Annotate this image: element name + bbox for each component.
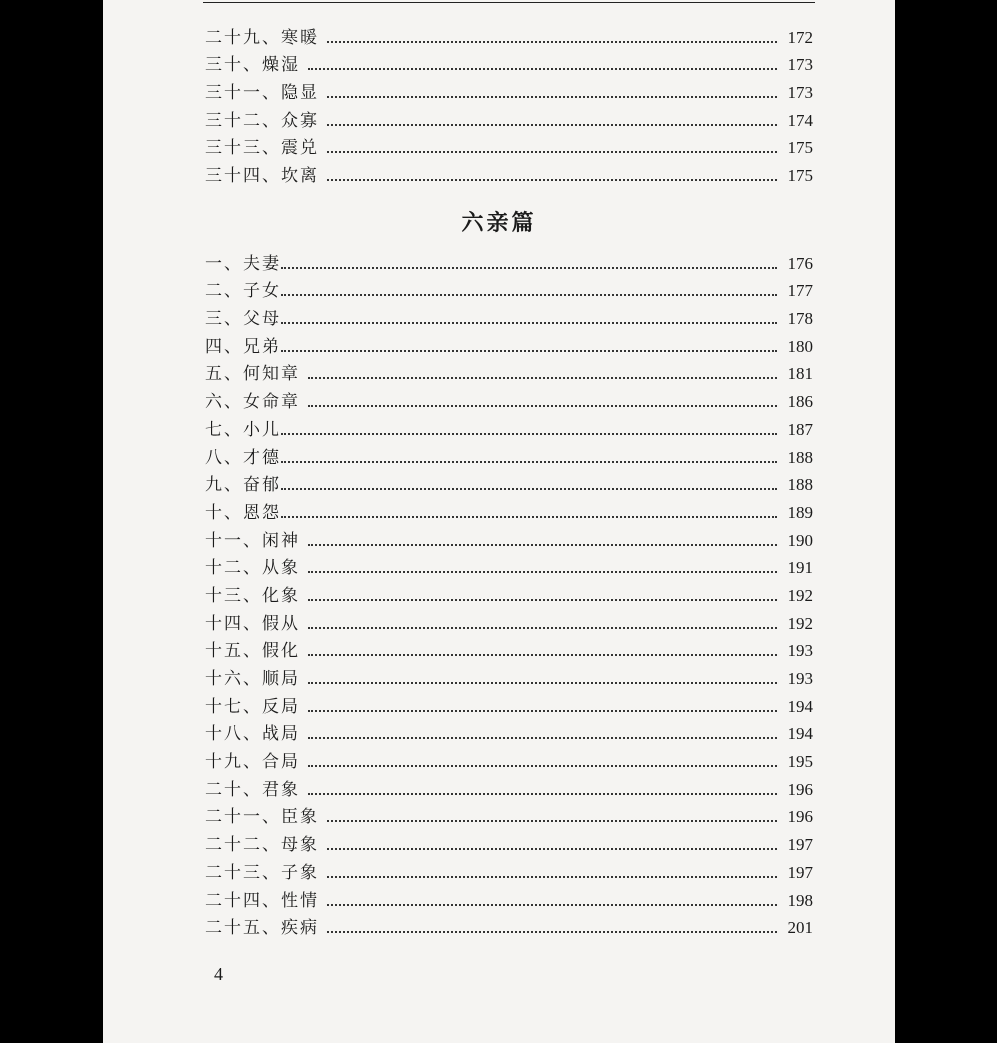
toc-entry-label: 十八、战局 [205,724,300,745]
toc-entry-label: 二十、君象 [205,779,300,800]
toc-entry-label: 九、奋郁 [205,475,281,496]
toc-entry [205,606,813,634]
toc-entry-page: 191 [787,558,813,578]
toc-entry-label: 七、小儿 [205,419,281,440]
toc-entry-page: 173 [787,55,813,75]
dot-leader [308,737,777,739]
toc-entry-page: 194 [787,696,813,716]
dot-leader [327,179,777,181]
toc-entry [205,246,813,274]
toc-entry-page: 176 [787,253,813,273]
dot-leader [281,294,777,296]
toc-entry [205,661,813,689]
toc-entry [205,384,813,412]
toc-entry-page: 189 [787,502,813,522]
toc-entry-label: 二十四、性情 [205,890,319,911]
toc-entry [205,329,813,357]
toc-entry-label: 二十三、子象 [205,862,319,883]
toc-entry-label: 十六、顺局 [205,669,300,689]
toc-entry [205,440,813,468]
toc-entry-label: 三十三、震兑 [205,138,319,159]
dot-leader [308,627,777,629]
toc-entry-label: 三十二、众寡 [205,110,319,131]
dot-leader [281,433,777,435]
toc-entry-label: 四、兄弟 [205,336,281,357]
toc-entry [205,495,813,523]
dot-leader [281,516,777,518]
dot-leader [327,820,777,822]
toc-entry-label: 十四、假从 [205,613,300,634]
toc-entry [205,274,813,302]
toc-list-liuqin [205,246,813,938]
dot-leader [327,904,777,906]
toc-entry-label: 三十一、隐显 [205,83,319,104]
toc-entry [205,800,813,828]
dot-leader [308,571,777,573]
toc-entry-page: 190 [787,530,813,550]
dot-leader [308,765,777,767]
toc-entry-page: 195 [787,752,813,772]
dot-leader [327,41,777,43]
toc-entry-label: 二、子女 [205,281,281,302]
toc-entry-label: 一、夫妻 [205,253,281,274]
toc-entry-page: 175 [787,166,813,186]
page-number: 4 [214,964,223,984]
book-page [103,0,895,1043]
toc-entry-page: 194 [787,724,813,744]
toc-entry-page: 174 [787,110,813,130]
dot-leader [327,876,777,878]
toc-entry [205,827,813,855]
toc-entry [205,689,813,717]
dot-leader [308,682,777,684]
dot-leader [281,322,777,324]
toc-entry [205,468,813,496]
toc-entry-page: 187 [787,419,813,439]
toc-list-previous-section [205,20,813,186]
toc-entry [205,634,813,662]
dot-leader [327,848,777,850]
toc-entry-page: 180 [787,336,813,356]
toc-entry-label: 二十一、臣象 [205,807,319,828]
toc-entry [205,772,813,800]
dot-leader [281,267,777,269]
dot-leader [308,377,777,379]
toc-entry-page: 197 [787,835,813,855]
toc-entry-label: 十一、闲神 [205,530,300,551]
toc-entry [205,883,813,911]
toc-entry [205,158,813,186]
dot-leader [308,68,777,70]
toc-entry [205,301,813,329]
toc-entry [205,911,813,939]
toc-entry-page: 188 [787,475,813,495]
header-rule [203,2,815,3]
toc-entry-page: 177 [787,281,813,301]
toc-entry-page: 188 [787,447,813,467]
toc-entry-label: 十、恩怨 [205,502,281,523]
toc-entry [205,855,813,883]
toc-entry [205,75,813,103]
toc-entry [205,578,813,606]
dot-leader [327,124,777,126]
dot-leader [308,405,777,407]
toc-entry-label: 十二、从象 [205,558,300,579]
toc-entry [205,48,813,76]
dot-leader [327,151,777,153]
toc-entry [205,717,813,745]
toc-entry-label: 二十九、寒暖 [205,27,319,48]
toc-entry-label: 十三、化象 [205,585,300,606]
toc-entry [205,551,813,579]
dot-leader [308,793,777,795]
toc-entry-label: 十五、假化 [205,641,300,662]
toc-entry-page: 186 [787,392,813,412]
toc-entry-label: 三十、燥湿 [205,55,300,76]
toc-entry-label: 三、父母 [205,309,281,330]
toc-entry [205,20,813,48]
toc-entry-page: 192 [787,585,813,605]
toc-entry-page: 197 [787,862,813,882]
toc-entry-label: 八、才德 [205,447,281,468]
dot-leader [308,654,777,656]
toc-entry-label: 三十四、坎离 [205,166,319,187]
toc-entry-label: 五、何知章 [205,364,300,385]
toc-entry-label: 十七、反局 [205,696,300,717]
toc-entry [205,357,813,385]
toc-entry-page: 198 [787,890,813,910]
dot-leader [327,931,777,933]
dot-leader [308,599,777,601]
section-title: 六亲篇 [461,210,537,236]
dot-leader [281,488,777,490]
toc-entry-page: 196 [787,807,813,827]
toc-entry [205,103,813,131]
toc-entry [205,412,813,440]
toc-entry-page: 192 [787,613,813,633]
toc-entry-label: 二十五、疾病 [205,918,319,939]
dot-leader [327,96,777,98]
toc-entry-page: 193 [787,641,813,661]
toc-entry-page: 201 [787,918,813,938]
dot-leader [308,544,777,546]
toc-entry-page: 181 [787,364,813,384]
toc-entry [205,744,813,772]
toc-entry [205,131,813,159]
dot-leader [281,350,777,352]
toc-entry-page: 178 [787,309,813,329]
dot-leader [308,710,777,712]
dot-leader [281,461,777,463]
toc-entry [205,523,813,551]
toc-entry-page: 196 [787,779,813,799]
toc-entry-label: 十九、合局 [205,752,300,773]
toc-entry-label: 六、女命章 [205,392,300,413]
toc-entry-page: 193 [787,669,813,688]
toc-entry-page: 172 [787,27,813,47]
toc-entry-page: 175 [787,138,813,158]
toc-entry-label: 二十二、母象 [205,835,319,856]
toc-entry-page: 173 [787,83,813,103]
